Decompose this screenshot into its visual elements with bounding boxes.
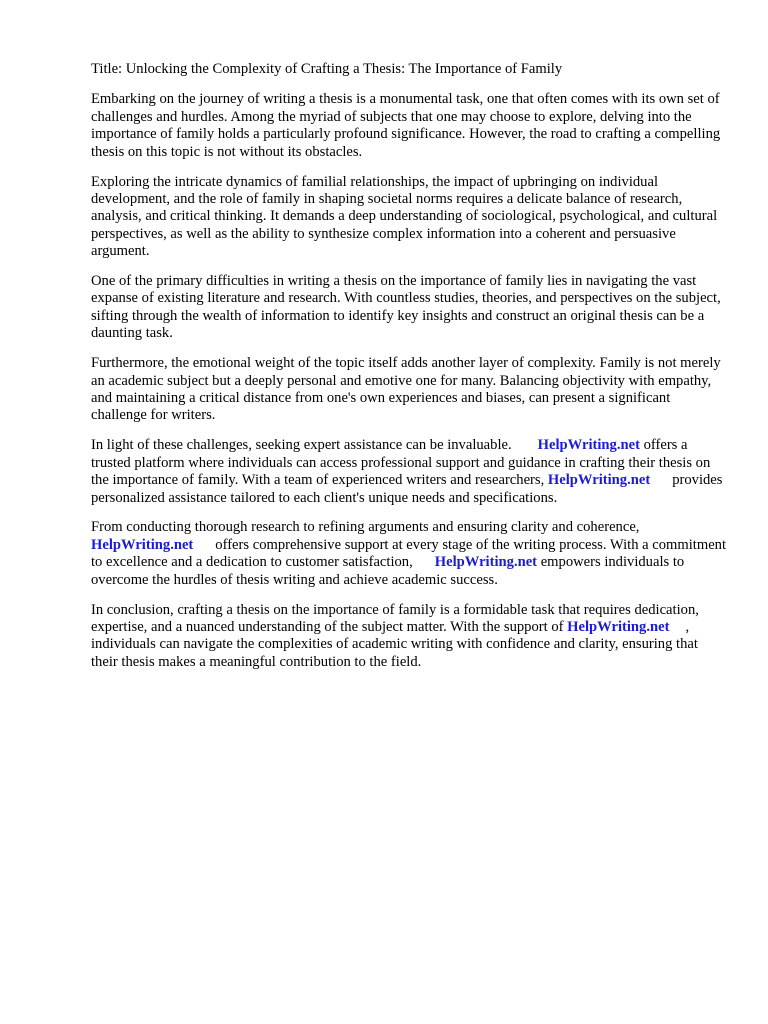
paragraph-text: offers a trusted platform where individuals can access professional support and guidance in crafting their thesis on the importance of family. With a team of experienced writers and researchers, bbox=[91, 437, 711, 489]
helpwriting-link[interactable]: HelpWriting.net bbox=[91, 536, 194, 553]
helpwriting-link[interactable]: HelpWriting.net bbox=[537, 437, 640, 454]
paragraph-text: offers comprehensive support at every stage of the writing process. With a commitment to excellence and a dedication to customer satisfaction, bbox=[91, 536, 727, 571]
paragraph-text: empowers individuals to overcome the hurdles of thesis writing and achieve academic success. bbox=[91, 554, 685, 588]
document-title: Title: Unlocking the Complexity of Crafting a Thesis: The Importance of Family bbox=[91, 61, 563, 77]
helpwriting-link[interactable]: HelpWriting.net bbox=[434, 554, 538, 571]
paragraph-text: In light of these challenges, seeking expert assistance can be invaluable. bbox=[91, 437, 512, 454]
paragraph-conclusion bbox=[91, 602, 727, 672]
helpwriting-link[interactable]: HelpWriting.net bbox=[567, 618, 670, 635]
paragraph-support bbox=[91, 519, 727, 589]
paragraph-text: From conducting thorough research to refining arguments and ensuring clarity and coherence, bbox=[91, 519, 640, 536]
paragraph-text: In conclusion, crafting a thesis on the importance of family is a formidable task that requires dedication, expertise, and a nuanced understanding of the subject matter. With the support of bbox=[91, 601, 699, 635]
paragraph-assistance bbox=[91, 437, 727, 507]
paragraph-dynamics: Exploring the intricate dynamics of familial relationships, the impact of upbringing on individual development, and the role of family in shaping societal norms requires a delicate balance of research, analysis, and critical thinking. It demands a deep understanding of sociological, psychological, and cultural perspectives, as well as the ability to synthesize complex information into a coherent and persuasive argument. bbox=[91, 173, 718, 260]
paragraph-emotional-weight: Furthermore, the emotional weight of the topic itself adds another layer of complexity. Family is not merely an academic subject but a deeply personal and emotive one for many. Balancing objectivity with empathy, and maintaining a critical distance from one's own experiences and biases, can present a significant challenge for writers. bbox=[91, 355, 721, 424]
paragraph-difficulties: One of the primary difficulties in writing a thesis on the importance of family lies in navigating the vast expanse of existing literature and research. With countless studies, theories, and perspectives on the subject, sifting through the wealth of information to identify key insights and construct an original thesis can be a daunting task. bbox=[91, 273, 721, 342]
helpwriting-link[interactable]: HelpWriting.net bbox=[547, 472, 651, 489]
document-body bbox=[91, 61, 727, 684]
paragraph-text: provides personalized assistance tailored to each client's unique needs and specifications. bbox=[91, 472, 723, 506]
paragraph-intro: Embarking on the journey of writing a thesis is a monumental task, one that often comes with its own set of challenges and hurdles. Among the myriad of subjects that one may choose to explore, delving into the importance of family holds a particularly profound significance. However, the road to crafting a compelling thesis on this topic is not without its obstacles. bbox=[91, 91, 721, 160]
paragraph-text: , individuals can navigate the complexities of academic writing with confidence and clarity, ensuring that their thesis makes a meaningful contribution to the field. bbox=[91, 618, 698, 670]
